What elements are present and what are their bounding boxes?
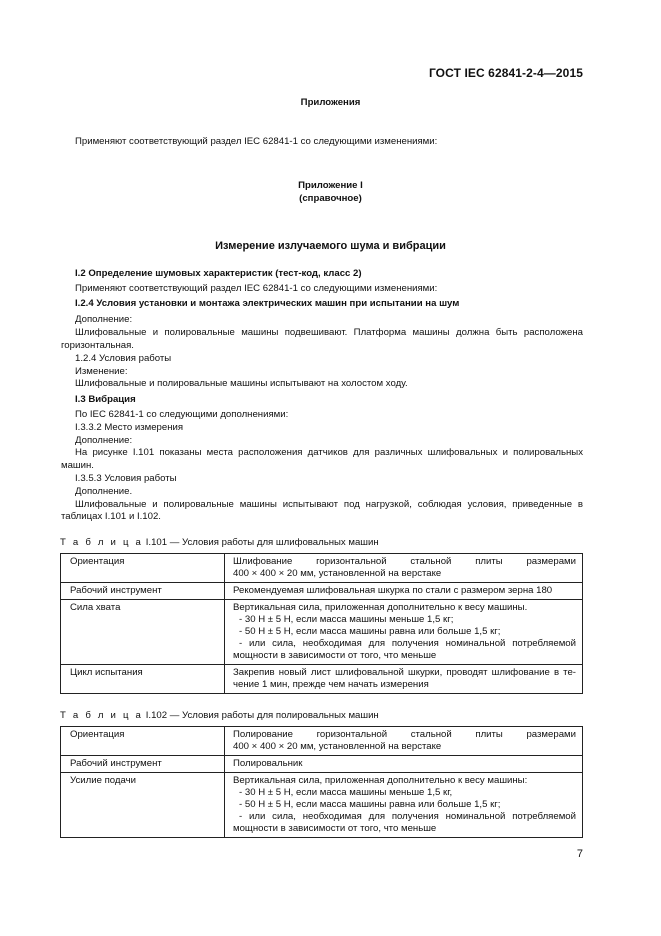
condition-line: 400 × 400 × 20 мм, установленной на верстаке [233,568,442,579]
i353-addition-label: Дополнение. [75,485,133,497]
i24-heading: I.2.4 Условия установки и монтажа электрических машин при испытании на шум [75,297,460,309]
condition-line: - 30 Н ± 5 Н, если масса машины меньше 1,5 кг, [239,787,453,798]
i24-work-heading: 1.2.4 Условия работы [75,352,172,364]
annex-title: Приложение I [298,180,363,191]
table-row [61,600,583,665]
condition-line: Закрепив новый лист шлифовальной шкурки, проводят шлифование в те- [233,667,576,678]
condition-cell [225,727,583,756]
condition-line: - 50 Н ± 5 Н, если масса машины равна или больше 1,5 кг; [239,626,501,637]
table-row [61,554,583,583]
i24-change-text: Шлифовальные и полировальные машины испытывают на холостом ходу. [75,378,408,390]
i24-change-label: Изменение: [75,365,128,377]
condition-cell [225,773,583,838]
standard-header: ГОСТ IEC 62841-2-4—2015 [428,66,583,80]
condition-line: Рекомендуемая шлифовальная шкурка по стали с размером зерна 180 [233,585,553,596]
i332-addition-label: Дополнение: [75,434,133,446]
table-row [61,583,583,600]
i2-heading: I.2 Определение шумовых характеристик (тест-код, класс 2) [75,268,362,279]
table-row [61,756,583,773]
condition-line: Вертикальная сила, приложенная дополнительно к весу машины: [233,775,528,786]
condition-line: мощности в зависимости от того, что меньше [233,823,437,834]
condition-line: - или сила, необходимая для получения номинальной потребляемой [239,811,576,822]
i353-load-text: Шлифовальные и полировальные машины испытывают под нагрузкой, соблюдая условия, приведенные в [75,498,583,510]
table2-caption-label: Т а б л и ц а [60,710,144,721]
table1-caption-label: Т а б л и ц а [60,537,144,548]
condition-cell [225,756,583,773]
i2-intro: Применяют соответствующий раздел IEC 62841-1 со следующими изменениями: [75,282,438,294]
i332-fig-text: На рисунке I.101 показаны места расположения датчиков для различных шлифовальных и полировальных [75,447,583,459]
param-cell: Усилие подачи [61,773,225,838]
condition-line: Полировальник [233,758,303,769]
i24-addition-text: Шлифовальные и полировальные машины подвешивают. Платформа машины должна быть расположена [75,327,583,339]
condition-cell [225,554,583,583]
table-i102 [60,726,583,838]
condition-cell [225,600,583,665]
param-cell: Ориентация [61,554,225,583]
annex-subtitle: (справочное) [299,193,362,204]
i353-load-text-cont: таблицах I.101 и I.102. [61,511,161,523]
i3-intro: По IEC 62841-1 со следующими дополнениями: [75,408,289,420]
condition-line: Вертикальная сила, приложенная дополнительно к весу машины. [233,602,528,613]
annexes-intro: Применяют соответствующий раздел IEC 62841-1 со следующими изменениями: [75,136,438,147]
table1-caption [60,536,379,549]
param-cell: Рабочий инструмент [61,756,225,773]
i353-heading: I.3.5.3 Условия работы [75,472,177,484]
table-row [61,773,583,838]
condition-cell [225,665,583,694]
annexes-title: Приложения [300,97,361,108]
param-cell: Цикл испытания [61,665,225,694]
table-row [61,727,583,756]
param-cell: Ориентация [61,727,225,756]
table2-caption-text: I.102 — Условия работы для полировальных машин [145,710,379,721]
i24-addition-text-cont: горизонтальная. [61,339,134,351]
condition-line: - 30 Н ± 5 Н, если масса машины меньше 1,5 кг; [239,614,454,625]
i332-fig-text-cont: машин. [61,460,94,472]
condition-line: мощности в зависимости от того, что меньше [233,650,437,661]
condition-line: - 50 Н ± 5 Н, если масса машины равна или больше 1,5 кг; [239,799,501,810]
condition-line: Полирование горизонтальной стальной плиты размерами [233,729,576,740]
page-number: 7 [576,848,583,860]
condition-line: 400 × 400 × 20 мм, установленной на верстаке [233,741,442,752]
condition-line: чение 1 мин, прежде чем начать измерения [233,679,429,690]
table-i101 [60,553,583,694]
condition-cell [225,583,583,600]
condition-line: Шлифование горизонтальной стальной плиты размерами [233,556,576,567]
section-body [61,268,583,524]
i3-heading: I.3 Вибрация [75,394,136,406]
param-cell: Сила хвата [61,600,225,665]
i332-heading: I.3.3.2 Место измерения [75,421,184,433]
table1-caption-text: I.101 — Условия работы для шлифовальных машин [145,537,379,548]
table-row [61,665,583,694]
param-cell: Рабочий инструмент [61,583,225,600]
i24-addition-label: Дополнение: [75,314,133,326]
table2-caption [60,709,379,722]
annex-heading: Измерение излучаемого шума и вибрации [215,240,446,252]
condition-line: - или сила, необходимая для получения номинальной потребляемой [239,638,576,649]
